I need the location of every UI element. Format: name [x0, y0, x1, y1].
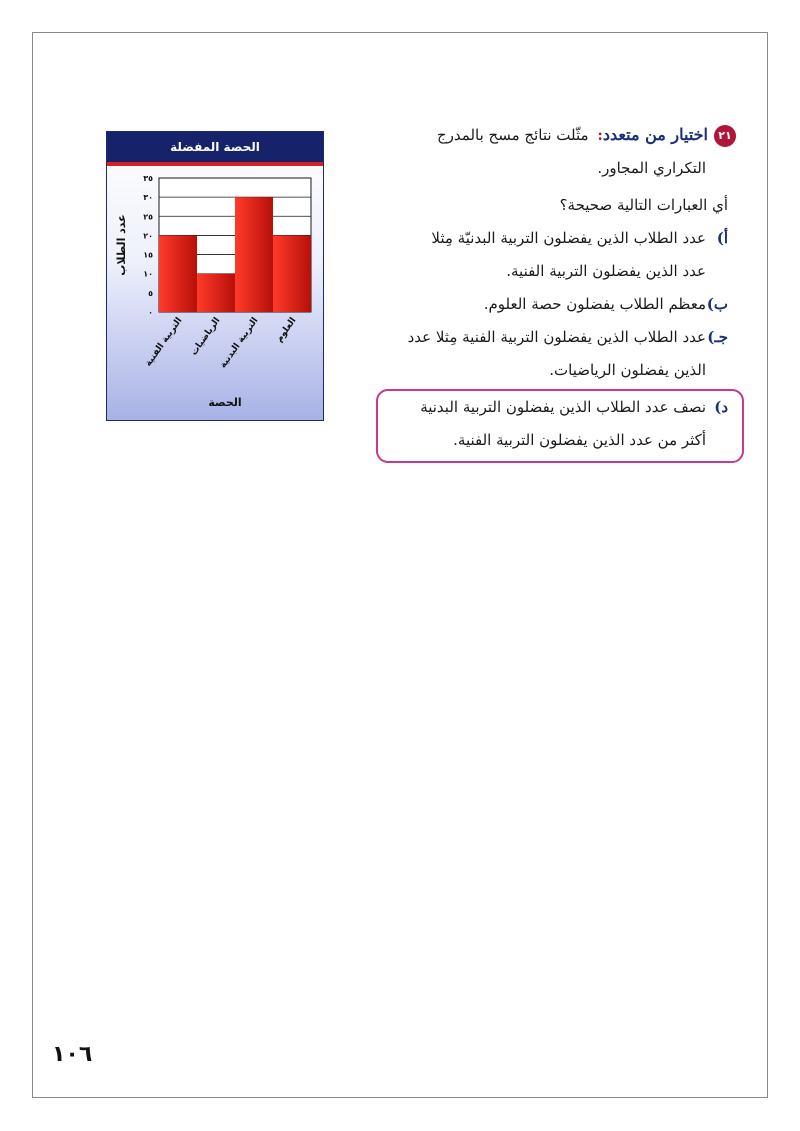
option-a-line1: عدد الطلاب الذين يفضلون التربية البدنيّة مِثلا [431, 229, 706, 247]
option-c-letter: جـ) [707, 328, 728, 346]
y-tick-label: ٥ [148, 288, 153, 298]
question-block [356, 118, 736, 463]
bar [273, 235, 311, 312]
y-tick-label: ١٥ [143, 250, 153, 260]
option-a-line2: عدد الذين يفضلون التربية الفنية. [506, 262, 706, 280]
option-c-line1: عدد الطلاب الذين يفضلون التربية الفنية مِثلا عدد [407, 328, 706, 346]
y-tick-label: ٢٥ [143, 212, 153, 222]
question-header [356, 118, 736, 152]
option-c [356, 321, 736, 354]
option-d-line2: أكثر من عدد الذين يفضلون التربية الفنية. [453, 431, 706, 449]
x-tick-label: العلوم [274, 315, 299, 345]
y-tick-label: ١٠ [143, 269, 153, 279]
bar-chart [107, 166, 323, 420]
question-prompt: أي العبارات التالية صحيحة؟ [559, 196, 728, 214]
y-tick-label: ٠ [148, 308, 153, 317]
option-a-letter: أ) [716, 229, 728, 247]
page-number: ١٠٦ [52, 1042, 93, 1067]
option-d-highlight-box [376, 389, 744, 463]
y-tick-label: ٣٠ [143, 193, 153, 203]
option-a [356, 222, 736, 255]
question-title: اختيار من متعدد [602, 125, 708, 144]
x-tick-label: الرياضيات [189, 315, 223, 358]
option-d-letter: د) [714, 398, 728, 416]
question-text-line1: مثّلت نتائج مسح بالمدرج [436, 126, 589, 144]
question-text-line2: التكراري المجاور. [597, 159, 706, 177]
bar [159, 235, 197, 312]
chart-title: الحصة المفضلة [107, 132, 323, 162]
x-tick-label: التربية الفنية [143, 315, 185, 369]
x-axis-label: الحصة [208, 396, 242, 409]
bar [197, 274, 235, 312]
question-title-colon: : [597, 126, 603, 144]
option-d-line1: نصف عدد الطلاب الذين يفضلون التربية البدنية [420, 398, 706, 416]
x-tick-label: التربية البدنية [218, 315, 261, 371]
option-c-line2: الذين يفضلون الرياضيات. [549, 361, 706, 379]
y-axis-label: عدد الطلاب [115, 214, 128, 276]
y-tick-label: ٢٠ [143, 231, 153, 241]
option-b-line1: معظم الطلاب يفضلون حصة العلوم. [483, 295, 706, 313]
bar [235, 197, 273, 312]
option-b-letter: ب) [706, 295, 728, 313]
chart-panel [106, 131, 324, 421]
y-tick-label: ٣٥ [143, 174, 153, 183]
question-number-badge: ٢١ [714, 125, 736, 147]
option-b [356, 288, 736, 321]
option-d [378, 391, 742, 424]
